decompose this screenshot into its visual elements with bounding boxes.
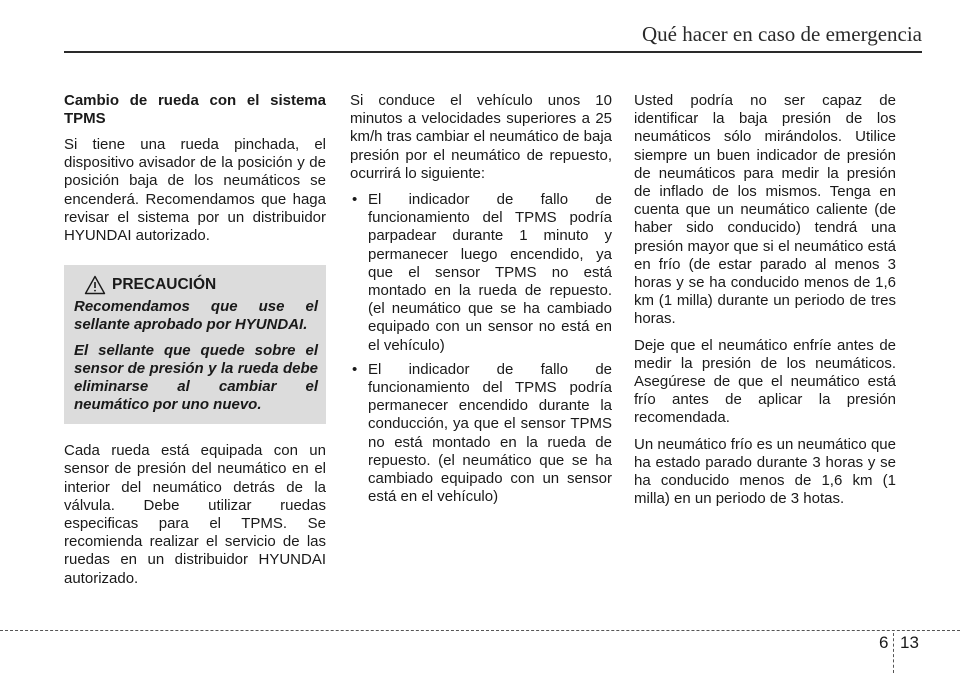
column-2 [350,92,612,514]
page-number-divider [893,633,894,673]
caution-text: Recomendamos que use el sellante aprobado por HYUNDAI. [74,298,318,334]
page-header-title: Qué hacer en caso de emergencia [641,22,922,46]
warning-triangle-icon [84,275,106,295]
wheel-sensor-paragraph: Cada rueda está equipada con un sensor de presión del neumático en el interior del neumático detrás de la válvula. Debe utilizar ruedas especificas para el TPMS. Se recomienda realizar el servicio de las ruedas en un distribuidor HYUNDAI autorizado. [64,442,326,587]
caution-title: PRECAUCIÓN [112,276,217,294]
caution-box [64,265,326,424]
footer-rule [0,630,960,631]
driving-intro-paragraph: Si conduce el vehículo unos 10 minutos a velocidades superiores a 25 km/h tras cambiar el neumático de baja presión por el neumático de repuesto, ocurrirá lo siguiente: [350,92,612,182]
caution-header [74,275,318,295]
section-number: 6 [879,633,889,652]
pressure-paragraph: Un neumático frío es un neumático que ha estado parado durante 3 horas y se ha conducido menos de 1,6 km (1 milla) en un periodo de 3 hotas. [634,435,896,508]
pressure-paragraph: Usted podría no ser capaz de identificar la baja presión de los neumáticos sólo mirándolos. Utilice siempre un buen indicador de presión de neumáticos para medir la presión de inflado de los mismos. Tenga en cuenta que un neumático caliente (de haber sido conducido) tendrá una presión mayor que si el neumático está en frío (de estar parado al menos 3 horas y se ha conducido menos de 1,6 km (1 milla) durante un periodo de tres horas. [634,92,896,328]
intro-paragraph: Si tiene una rueda pinchada, el dispositivo avisador de la posición y de posición baja de los neumáticos se encenderá. Recomendamos que haga revisar el sistema por un distribuidor HYUNDAI autorizado. [64,136,326,245]
bullet-list [350,191,612,506]
bullet-item: • El indicador de fallo de funcionamiento del TPMS podría parpadear durante 1 minuto y permanecer luego encendido, ya que el sensor TPMS no está montado en la rueda de repuesto. (el neumático que se ha cambiado equipado con un sensor no está en el vehículo) [350,191,612,355]
column-1 [64,92,326,596]
pressure-paragraph: Deje que el neumático enfríe antes de medir la presión de los neumáticos. Asegúrese de que el neumático está frío antes de aplicar la presión recomendada. [634,336,896,427]
section-heading: Cambio de rueda con el sistema TPMS [64,92,326,127]
page-number: 13 [900,633,919,652]
column-3 [634,92,896,516]
caution-text: El sellante que quede sobre el sensor de presión y la rueda debe eliminarse al cambiar el neumático por uno nuevo. [74,342,318,414]
bullet-item: • El indicador de fallo de funcionamiento del TPMS podría permanecer encendido durante la conducción, ya que el sensor TPMS no está montado en la rueda de repuesto. (el neumático que se ha cambiado equipado con un sensor está en el vehículo) [350,361,612,507]
header-rule [64,51,922,53]
